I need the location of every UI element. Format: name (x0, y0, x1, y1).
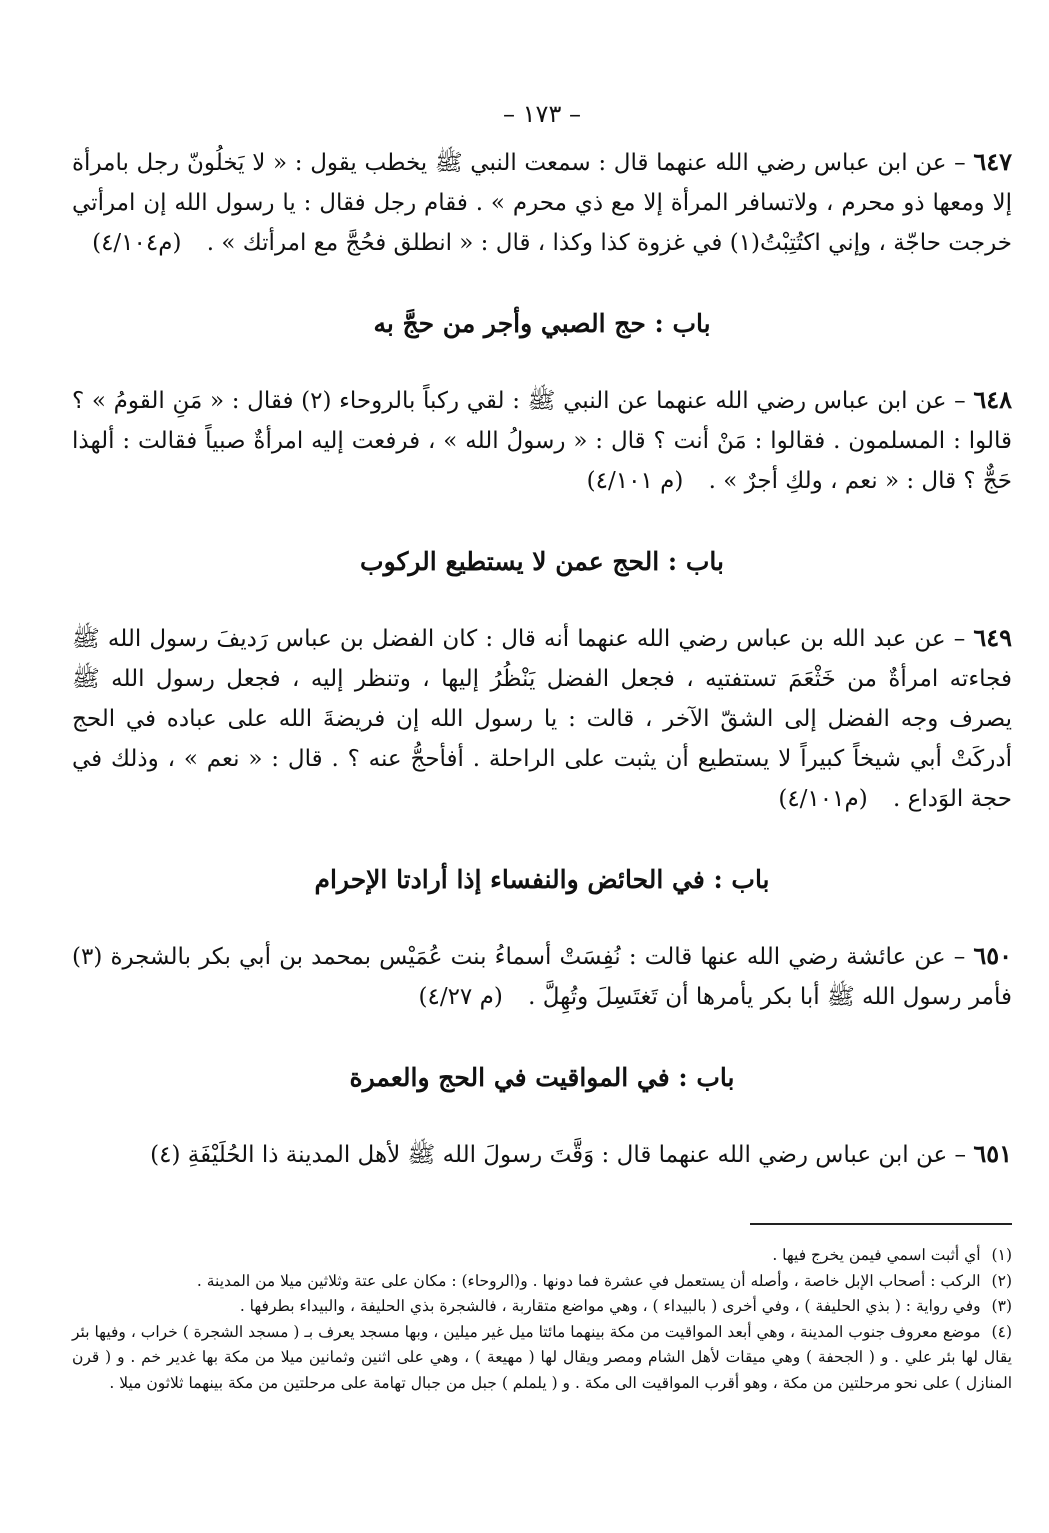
hadith-text: – عن عبد الله بن عباس رضي الله عنهما أنه قال : كان الفضل بن عباس رَديفَ رسول الله ﷺ فجاءته امرأةٌ من خَثْعَمَ تستفتيه ، فجعل الفضل يَنْظُرُ إليها ، وتنظر إليه ، فجعل رسول الله ﷺ يصرف وجه الفضل إلى الشقّ الآخر ، قالت : يا رسول الله إن فريضةَ الله على عباده في الحج أدركَتْ أبي شيخاً كبيراً لا يستطيع أن يثبت على الراحلة . أفأحجُّ عنه ؟ . قال : « نعم » ، وذلك في حجة الوَداع . (72, 626, 1012, 812)
hadith-reference: (م٤/١٠١) (778, 786, 868, 812)
book-page (72, 100, 1012, 1396)
footnote-text: وفي رواية : ( بذي الحليفة ) ، وفي أخرى ( بالبيداء ) ، وهي مواضع متقاربة ، فالشجرة بذي الحليفة ، والبيداء بطرفها . (239, 1297, 981, 1315)
hadith-number: ٦٤٩ (973, 623, 1013, 652)
footnote-text: موضع معروف جنوب المدينة ، وهي أبعد المواقيت من مكة بينهما مائتا ميل غير ميلين ، وبها مسجد يعرف بـ ( مسجد الشجرة ) خراب ، وفيها بئر يقال لها بئر علي . و ( الجحفة ) وهي ميقات لأهل الشام ومصر ويقال لها ( مهيعة ) ، وهي على اثنين وثمانين ميلا من مكة بها غدير خم . و ( قرن المنازل ) على نحو مرحلتين من مكة ، وهو أقرب المواقيت الى مكة . و ( يلملم ) جبل من جبال تهامة على مرحلتين من مكة بينهما ثلاثون ميلا . (71, 1322, 1012, 1392)
footnote-1 (72, 1243, 1012, 1269)
hadith-text: – عن عائشة رضي الله عنها قالت : نُفِسَتْ أسماءُ بنت عُمَيْس بمحمد بن أبي بكر بالشجرة (٣) فأمر رسول الله ﷺ أبا بكر يأمرها أن تَغتَسِلَ وتُهِلَّ . (72, 944, 1012, 1010)
footnote-2 (72, 1269, 1012, 1295)
hadith-649 (72, 618, 1012, 819)
hadith-number: ٦٥١ (973, 1139, 1012, 1168)
chapter-heading: باب : الحج عمن لا يستطيع الركوب (360, 547, 724, 576)
footnote-mark: (٢) (991, 1271, 1012, 1290)
footnote-divider (750, 1223, 1012, 1225)
chapter-heading: باب : في الحائض والنفساء إذا أرادتا الإحرام (314, 865, 770, 894)
hadith-number: ٦٥٠ (973, 941, 1013, 970)
footnotes (72, 1243, 1012, 1396)
hadith-text: – عن ابن عباس رضي الله عنهما قال : وَقَّتَ رسولَ الله ﷺ لأهل المدينة ذا الحُلَيْفَةِ (٤) (150, 1142, 967, 1168)
hadith-text: – عن ابن عباس رضي الله عنهما عن النبي ﷺ : لقي ركباً بالروحاء (٢) فقال : « مَنِ القومُ » ؟ قالوا : المسلمون . فقالوا : مَنْ أنت ؟ قال : « رسولُ الله » ، فرفعت إليه امرأةٌ صبياً فقالت : ألهذا حَجٌّ ؟ قال : « نعم ، ولكِ أجرٌ » . (72, 388, 1012, 494)
footnote-text: الركب : أصحاب الإبل خاصة ، وأصله أن يستعمل في عشرة فما دونها . و(الروحاء) : مكان على عتة وثلاثين ميلا من المدينة . (196, 1271, 981, 1290)
footnote-text: أي أثبت اسمي فيمن يخرج فيها . (772, 1246, 981, 1264)
hadith-number: ٦٤٨ (973, 385, 1012, 414)
footnote-mark: (٣) (991, 1297, 1012, 1315)
hadith-number: ٦٤٧ (973, 147, 1013, 176)
hadith-reference: (م ٤/١٠١) (586, 468, 684, 494)
chapter-heading: باب : حج الصبي وأجر من حجَّ به (373, 309, 711, 338)
footnote-3 (72, 1294, 1012, 1320)
footnote-mark: (٤) (991, 1322, 1012, 1341)
footnote-mark: (١) (991, 1246, 1012, 1264)
hadith-text: – عن ابن عباس رضي الله عنهما قال : سمعت النبي ﷺ يخطب يقول : « لا يَخلُونّ رجل بامرأة إلا ومعها ذو محرم ، ولاتسافر المرأة إلا مع ذي محرم » . فقام رجل فقال : يا رسول الله إن امرأتي خرجت حاجّة ، وإني اكتُتِبْتُ(١) في غزوة كذا وكذا ، قال : « انطلق فحُجَّ مع امرأتك » . (72, 150, 1012, 256)
chapter-heading: باب : في المواقيت في الحج والعمرة (349, 1063, 735, 1092)
hadith-reference: (م٤/١٠٤) (92, 230, 182, 256)
hadith-647 (72, 142, 1012, 263)
hadith-650 (72, 936, 1012, 1017)
hadith-reference: (م ٤/٢٧) (418, 984, 503, 1010)
page-number: – ١٧٣ – (503, 100, 581, 128)
footnote-4 (72, 1320, 1012, 1397)
hadith-648 (72, 380, 1012, 501)
hadith-651 (72, 1134, 1012, 1175)
